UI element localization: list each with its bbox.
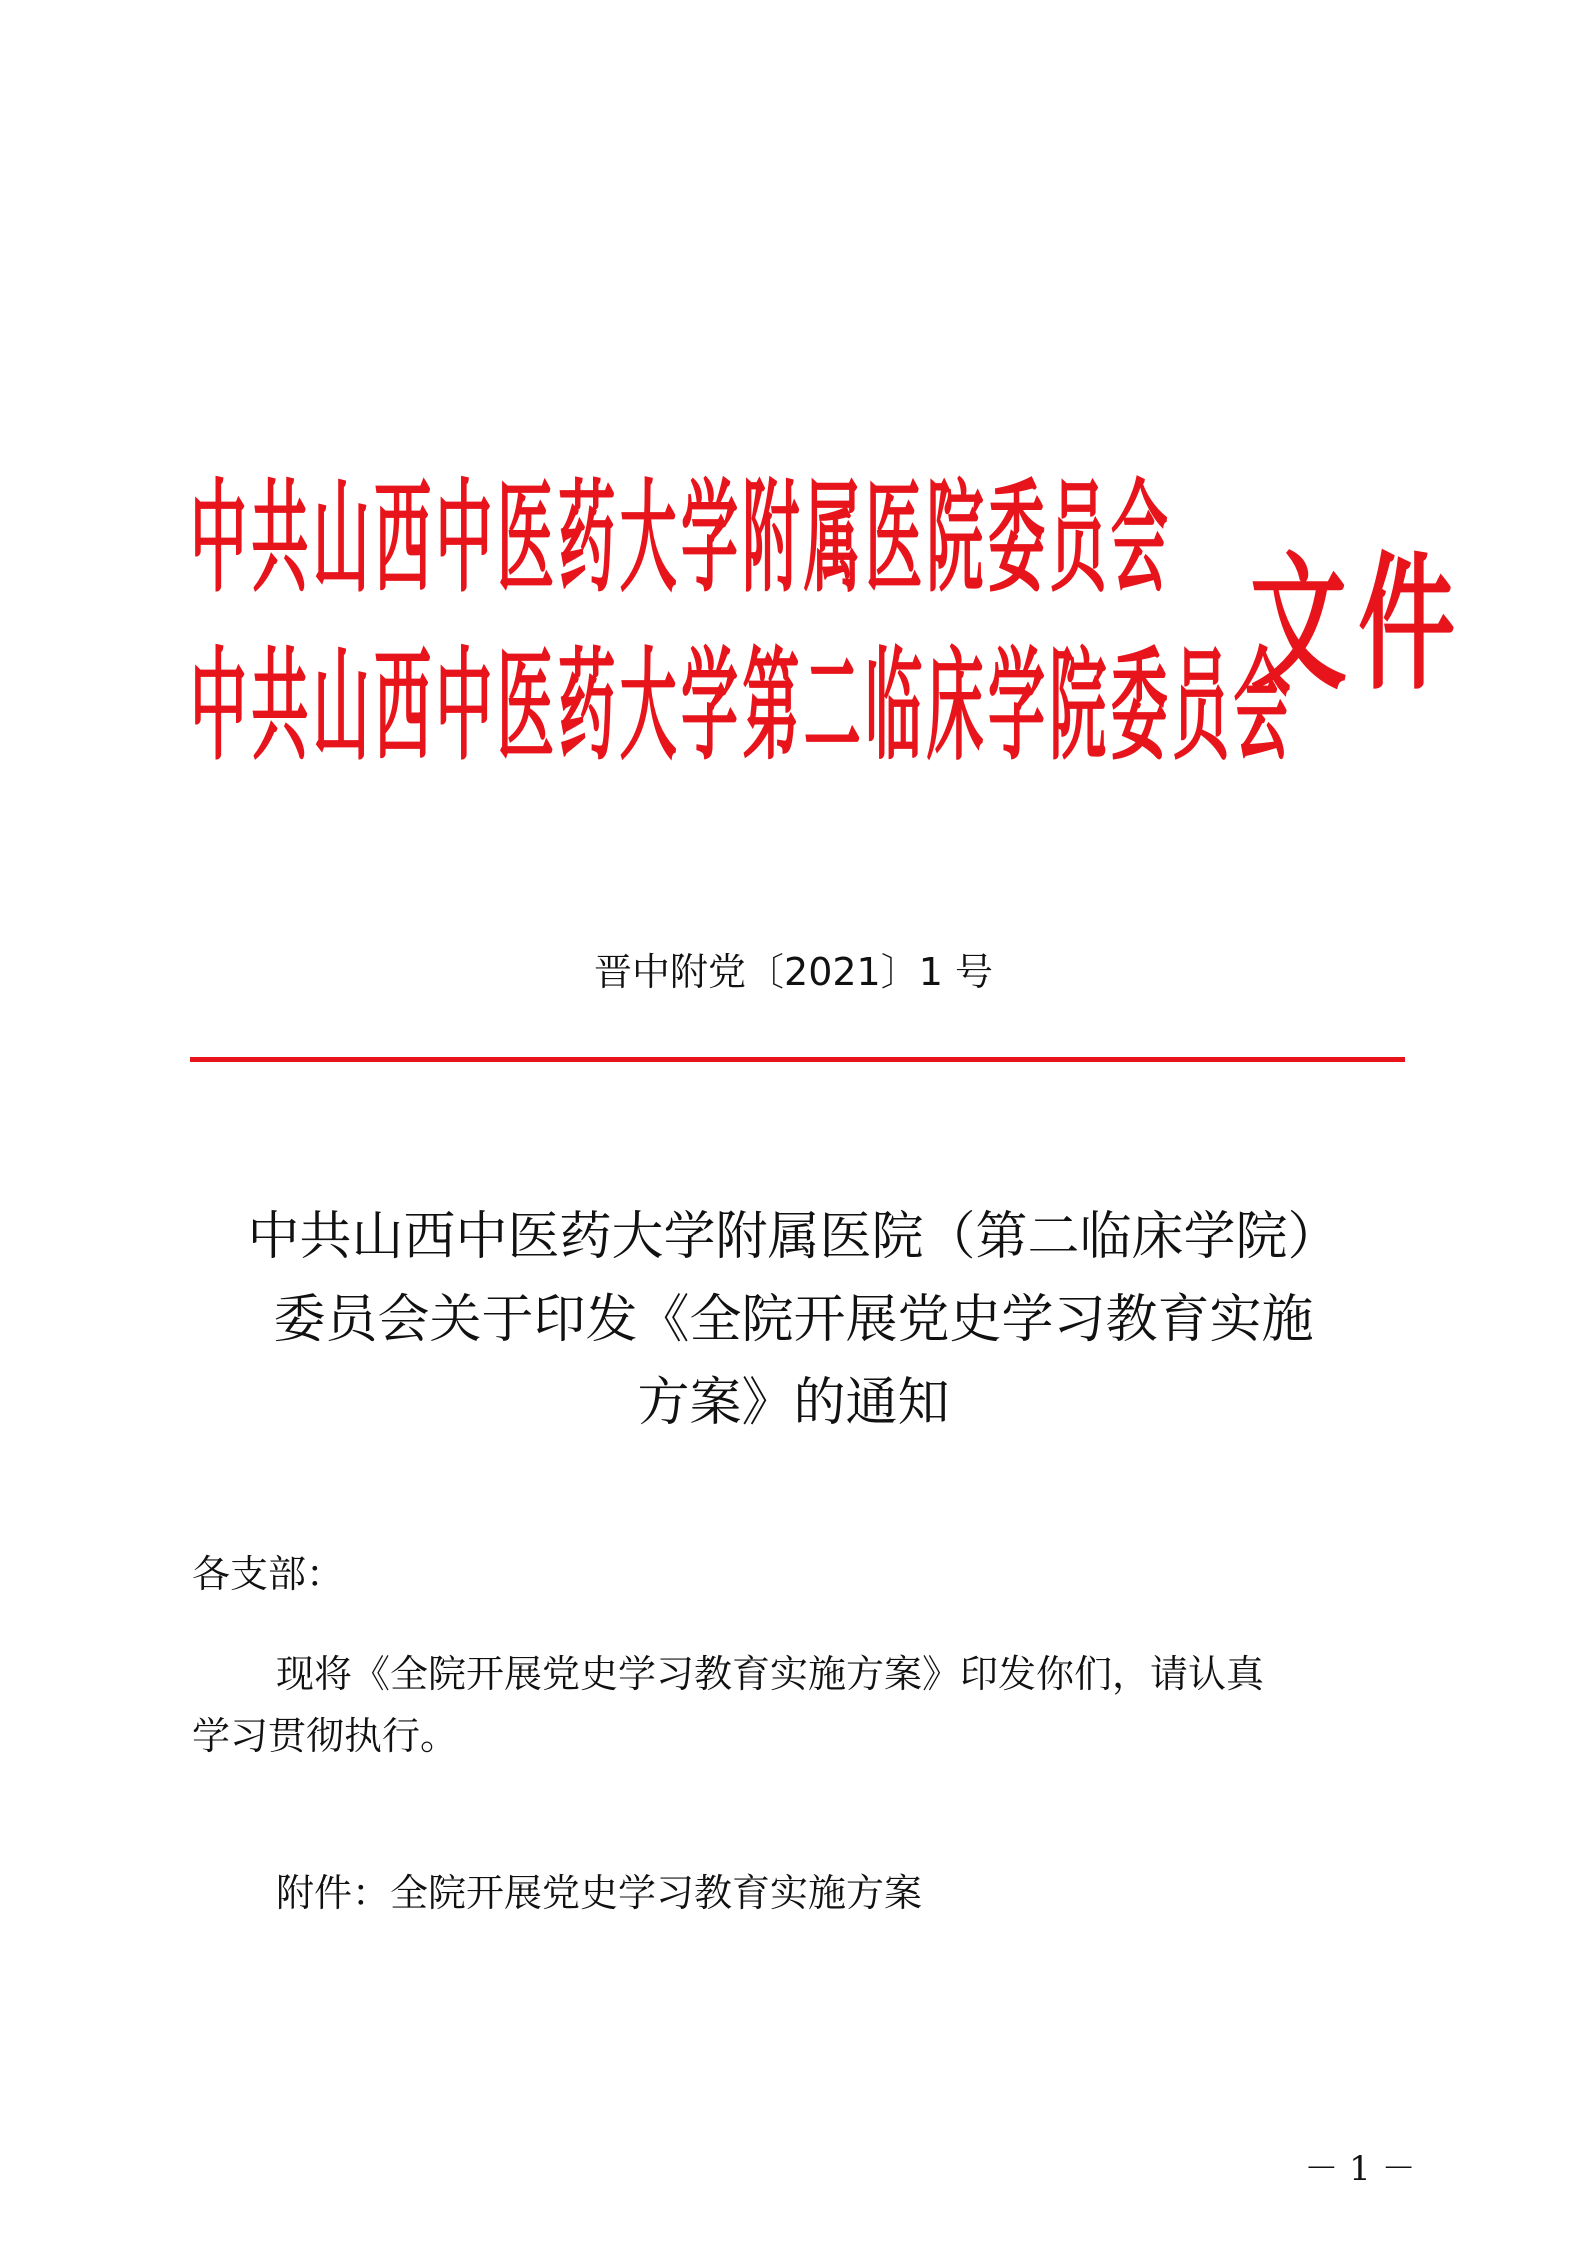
- title-line-3: 方案》的通知: [637, 1373, 950, 1433]
- title-line-2: 委员会关于印发《全院开展党史学习教育实施: [273, 1290, 1314, 1350]
- red-masthead: [190, 455, 1467, 815]
- document-title: [150, 1196, 1437, 1445]
- attachment-note: 附件：全院开展党史学习教育实施方案: [276, 1871, 923, 1915]
- red-separator-line: [190, 1057, 1405, 1062]
- paragraph-line-2: 学习贯彻执行。: [192, 1714, 459, 1758]
- masthead-suffix: 文件: [1250, 536, 1467, 710]
- salutation: 各支部：: [192, 1552, 345, 1596]
- masthead-line-1: 中共山西中医药大学附属医院委员会: [190, 466, 1173, 609]
- paragraph-line-1: 现将《全院开展党史学习教育实施方案》印发你们，请认真: [276, 1652, 1265, 1696]
- page-number: － 1 －: [1304, 2149, 1416, 2189]
- document-number: 晋中附党〔2021〕1 号: [594, 950, 993, 994]
- masthead-line-2: 中共山西中医药大学第二临床学院委员会: [190, 634, 1295, 777]
- body-paragraph: [192, 1643, 1412, 1767]
- title-line-1: 中共山西中医药大学附属医院（第二临床学院）: [247, 1207, 1340, 1267]
